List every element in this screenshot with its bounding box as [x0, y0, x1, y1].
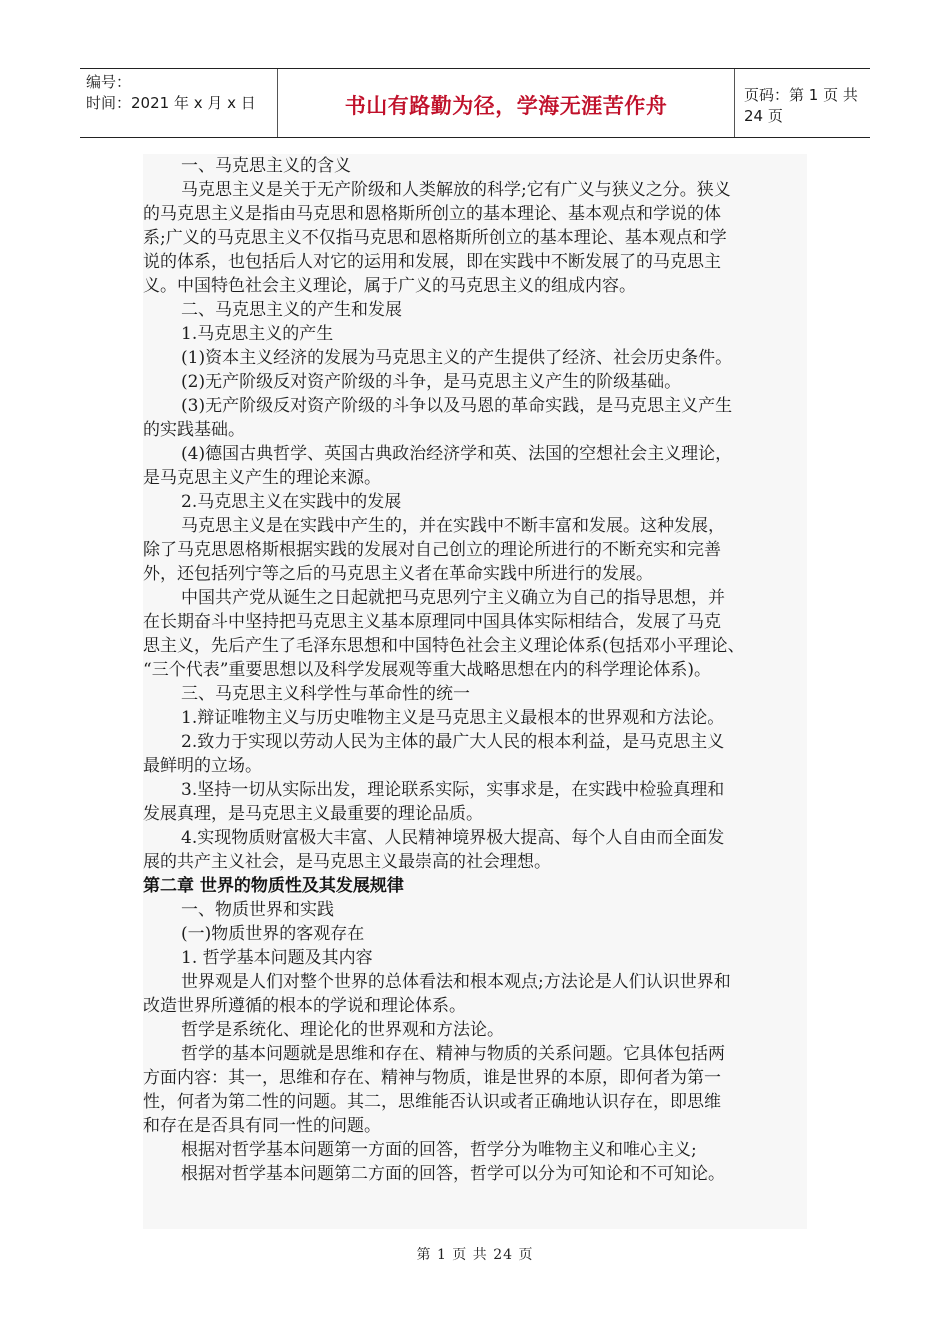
paragraph-line: 除了马克思恩格斯根据实践的发展对自己创立的理论所进行的不断充实和完善	[143, 540, 721, 560]
page-header	[80, 68, 870, 138]
page-info-text: 页码：第 1 页 共 24 页	[744, 86, 858, 125]
paragraph-line: 在长期奋斗中坚持把马克思主义基本原理同中国具体实际相结合，发展了马克	[143, 612, 721, 632]
section-heading: 一、物质世界和实践	[181, 900, 334, 920]
paragraph-line: 展的共产主义社会，是马克思主义最崇高的社会理想。	[143, 852, 551, 872]
paragraph-line: 性，何者为第二性的问题。其二，思维能否认识或者正确地认识存在，即思维	[143, 1092, 721, 1112]
paragraph-line: 思主义，先后产生了毛泽东思想和中国特色社会主义理论体系(包括邓小平理论、	[143, 636, 745, 656]
document-body	[143, 154, 807, 1229]
section-heading: 二、马克思主义的产生和发展	[181, 300, 402, 320]
paragraph-line: “三个代表”重要思想以及科学发展观等重大战略思想在内的科学理论体系)。	[143, 660, 712, 680]
paragraph-line: 4.实现物质财富极大丰富、人民精神境界极大提高、每个人自由而全面发	[181, 828, 725, 848]
paragraph-line: (1)资本主义经济的发展为马克思主义的产生提供了经济、社会历史条件。	[181, 348, 733, 368]
paragraph-line: 根据对哲学基本问题第二方面的回答，哲学可以分为可知论和不可知论。	[181, 1164, 725, 1184]
subsection-heading: 2.马克思主义在实践中的发展	[181, 492, 402, 512]
subsection-heading: 1. 哲学基本问题及其内容	[181, 948, 373, 968]
paragraph-line: (2)无产阶级反对资产阶级的斗争，是马克思主义产生的阶级基础。	[181, 372, 682, 392]
section-heading: 三、马克思主义科学性与革命性的统一	[181, 684, 470, 704]
paragraph-line: 最鲜明的立场。	[143, 756, 262, 776]
paragraph-line: 说的体系，也包括后人对它的运用和发展，即在实践中不断发展了的马克思主	[143, 252, 721, 272]
paragraph-line: 的马克思主义是指由马克思和恩格斯所创立的基本理论、基本观点和学说的体	[143, 204, 721, 224]
header-page-info	[734, 69, 870, 137]
document-date: 时间：2021 年 x 月 x 日	[86, 94, 256, 112]
paragraph-line: 马克思主义是关于无产阶级和人类解放的科学;它有广义与狭义之分。狭义	[181, 180, 731, 200]
paragraph-line: 和存在是否具有同一性的问题。	[143, 1116, 381, 1136]
paragraph-line: 3.坚持一切从实际出发，理论联系实际，实事求是，在实践中检验真理和	[181, 780, 725, 800]
paragraph-line: (3)无产阶级反对资产阶级的斗争以及马恩的革命实践，是马克思主义产生	[181, 396, 733, 416]
subsection-heading: (一)物质世界的客观存在	[181, 924, 365, 944]
paragraph-line: (4)德国古典哲学、英国古典政治经济学和英、法国的空想社会主义理论，	[181, 444, 733, 464]
section-heading: 一、马克思主义的含义	[181, 156, 351, 176]
paragraph-line: 系;广义的马克思主义不仅指马克思和恩格斯所创立的基本理论、基本观点和学	[143, 228, 727, 248]
paragraph-line: 哲学的基本问题就是思维和存在、精神与物质的关系问题。它具体包括两	[181, 1044, 725, 1064]
paragraph-line: 哲学是系统化、理论化的世界观和方法论。	[181, 1020, 504, 1040]
paragraph-line: 的实践基础。	[143, 420, 245, 440]
chapter-heading: 第二章 世界的物质性及其发展规律	[143, 876, 404, 896]
subsection-heading: 1.马克思主义的产生	[181, 324, 334, 344]
paragraph-line: 根据对哲学基本问题第一方面的回答，哲学分为唯物主义和唯心主义;	[181, 1140, 697, 1160]
paragraph-line: 发展真理，是马克思主义最重要的理论品质。	[143, 804, 483, 824]
header-motto: 书山有路勤为径，学海无涯苦作舟	[344, 94, 668, 118]
paragraph-line: 外，还包括列宁等之后的马克思主义者在革命实践中所进行的发展。	[143, 564, 653, 584]
page-footer: 第 1 页 共 24 页	[416, 1247, 534, 1263]
paragraph-line: 2.致力于实现以劳动人民为主体的最广大人民的根本利益，是马克思主义	[181, 732, 725, 752]
paragraph-line: 世界观是人们对整个世界的总体看法和根本观点;方法论是人们认识世界和	[181, 972, 731, 992]
paragraph-line: 方面内容：其一，思维和存在、精神与物质，谁是世界的本原，即何者为第一	[143, 1068, 721, 1088]
paragraph-line: 1.辩证唯物主义与历史唯物主义是马克思主义最根本的世界观和方法论。	[181, 708, 725, 728]
paragraph-line: 马克思主义是在实践中产生的，并在实践中不断丰富和发展。这种发展，	[181, 516, 725, 536]
header-meta	[80, 69, 278, 137]
header-motto-cell	[278, 69, 735, 137]
paragraph-line: 中国共产党从诞生之日起就把马克思列宁主义确立为自己的指导思想，并	[181, 588, 725, 608]
paragraph-line: 是马克思主义产生的理论来源。	[143, 468, 381, 488]
paragraph-line: 改造世界所遵循的根本的学说和理论体系。	[143, 996, 466, 1016]
paragraph-line: 义。中国特色社会主义理论，属于广义的马克思主义的组成内容。	[143, 276, 636, 296]
document-number-label: 编号：	[86, 73, 132, 91]
